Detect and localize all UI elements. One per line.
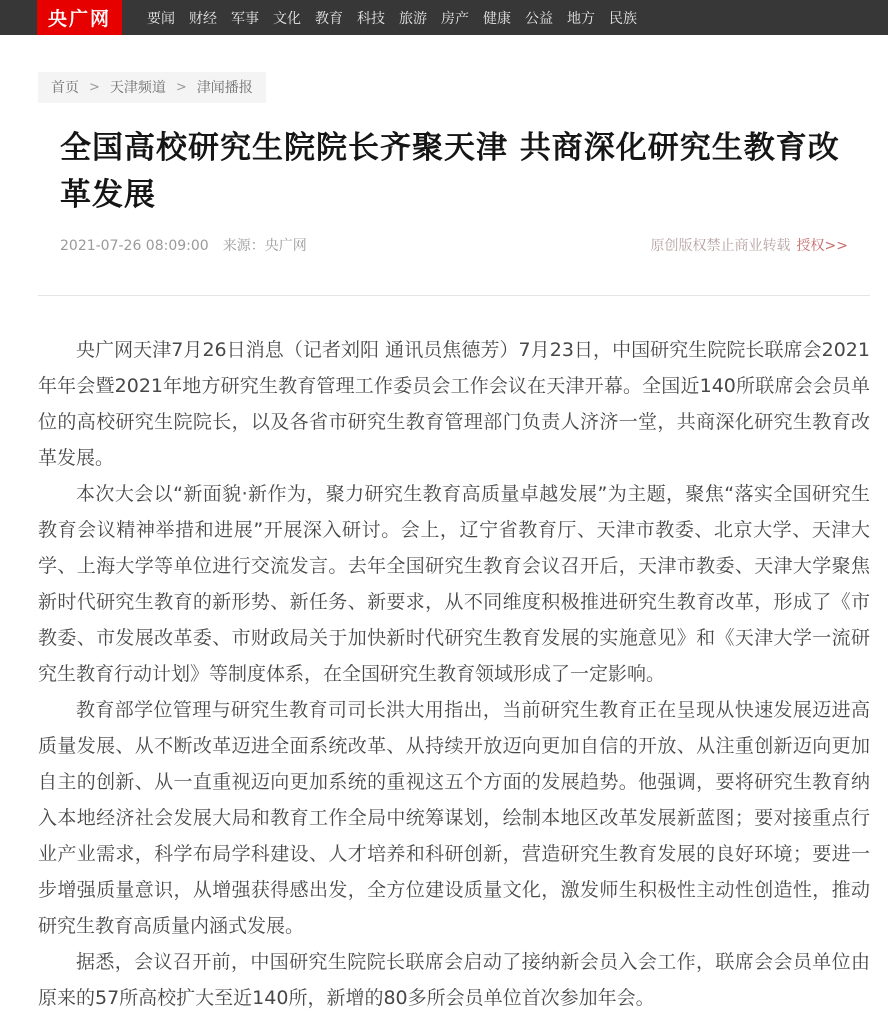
article-paragraph: 本次大会以“新面貌·新作为，聚力研究生教育高质量卓越发展”为主题，聚焦“落实全国研究生教育会议精神举措和进展”开展深入研讨。会上，辽宁省教育厅、天津市教委、北京大学、天津大学、上海大学等单位进行交流发言。去年全国研究生教育会议召开后，天津市教委、天津大学聚焦新时代研究生教育的新形势、新任务、新要求，从不同维度积极推进研究生教育改革，形成了《市教委、市发展改革委、市财政局关于加快新时代研究生教育发展的实施意见》和《天津大学一流研究生教育行动计划》等制度体系，在全国研究生教育领域形成了一定影响。 — [38, 483, 870, 685]
breadcrumb-separator: > — [175, 79, 187, 95]
main-nav — [147, 0, 637, 35]
breadcrumb-channel[interactable]: 天津频道 — [109, 80, 166, 96]
copyright-notice: 原创版权禁止商业转载 — [650, 238, 791, 254]
article-paragraph: 据悉，会议召开前，中国研究生院院长联席会启动了接纳新会员入会工作，联席会会员单位由原来的57所高校扩大至近140所，新增的80多所会员单位首次参加年会。 — [38, 951, 870, 1009]
site-logo[interactable]: 央广网 — [37, 0, 122, 35]
breadcrumb-section[interactable]: 津闻播报 — [196, 80, 253, 96]
article-meta — [38, 235, 870, 255]
article-meta-left — [60, 235, 307, 255]
breadcrumb-separator: > — [89, 79, 100, 95]
nav-item-local[interactable]: 地方 — [567, 10, 596, 27]
nav-item-charity[interactable]: 公益 — [525, 10, 554, 27]
article-paragraph: 教育部学位管理与研究生教育司司长洪大用指出，当前研究生教育正在呈现从快速发展迈进高质量发展、从不断改革迈进全面系统改革、从持续开放迈向更加自信的开放、从注重创新迈向更加自主的创新、从一直重视迈向更加系统的重视这五个方面的发展趋势。他强调，要将研究生教育纳入本地经济社会发展大局和教育工作全局中统筹谋划，绘制本地区改革发展新蓝图；要对接重点行业产业需求，科学布局学科建设、人才培养和科研创新，营造研究生教育发展的良好环境；要进一步增强质量意识，从增强获得感出发，全方位建设质量文化，激发师生积极性主动性创造性，推动研究生教育高质量内涵式发展。 — [38, 699, 870, 937]
nav-item-tech[interactable]: 科技 — [357, 10, 386, 27]
article-meta-right — [651, 235, 848, 255]
nav-item-travel[interactable]: 旅游 — [399, 10, 428, 27]
nav-item-health[interactable]: 健康 — [483, 10, 512, 27]
breadcrumb-home[interactable]: 首页 — [51, 80, 79, 96]
nav-item-military[interactable]: 军事 — [231, 10, 260, 27]
publish-time: 2021-07-26 08:09:00 — [60, 238, 209, 254]
article-source: 来源：央广网 — [222, 238, 307, 254]
nav-item-finance[interactable]: 财经 — [189, 10, 218, 27]
nav-item-realestate[interactable]: 房产 — [441, 10, 470, 27]
nav-item-news[interactable]: 要闻 — [147, 10, 176, 27]
site-header — [0, 0, 888, 35]
divider — [38, 295, 870, 296]
breadcrumb — [38, 72, 266, 103]
nav-item-ethnic[interactable]: 民族 — [609, 10, 638, 27]
article-page — [0, 35, 888, 1016]
nav-item-culture[interactable]: 文化 — [273, 10, 302, 27]
nav-item-education[interactable]: 教育 — [315, 10, 344, 27]
article-paragraph: 央广网天津7月26日消息（记者刘阳 通讯员焦德芳）7月23日，中国研究生院院长联席会2021年年会暨2021年地方研究生教育管理工作委员会工作会议在天津开幕。全国近140所联席会会员单位的高校研究生院院长，以及各省市研究生教育管理部门负责人济济一堂，共商深化研究生教育改革发展。 — [38, 339, 870, 469]
article-title: 全国高校研究生院院长齐聚天津 共商深化研究生教育改革发展 — [60, 130, 840, 213]
article-body — [38, 332, 870, 1016]
authorize-link[interactable]: 授权>> — [796, 238, 848, 254]
